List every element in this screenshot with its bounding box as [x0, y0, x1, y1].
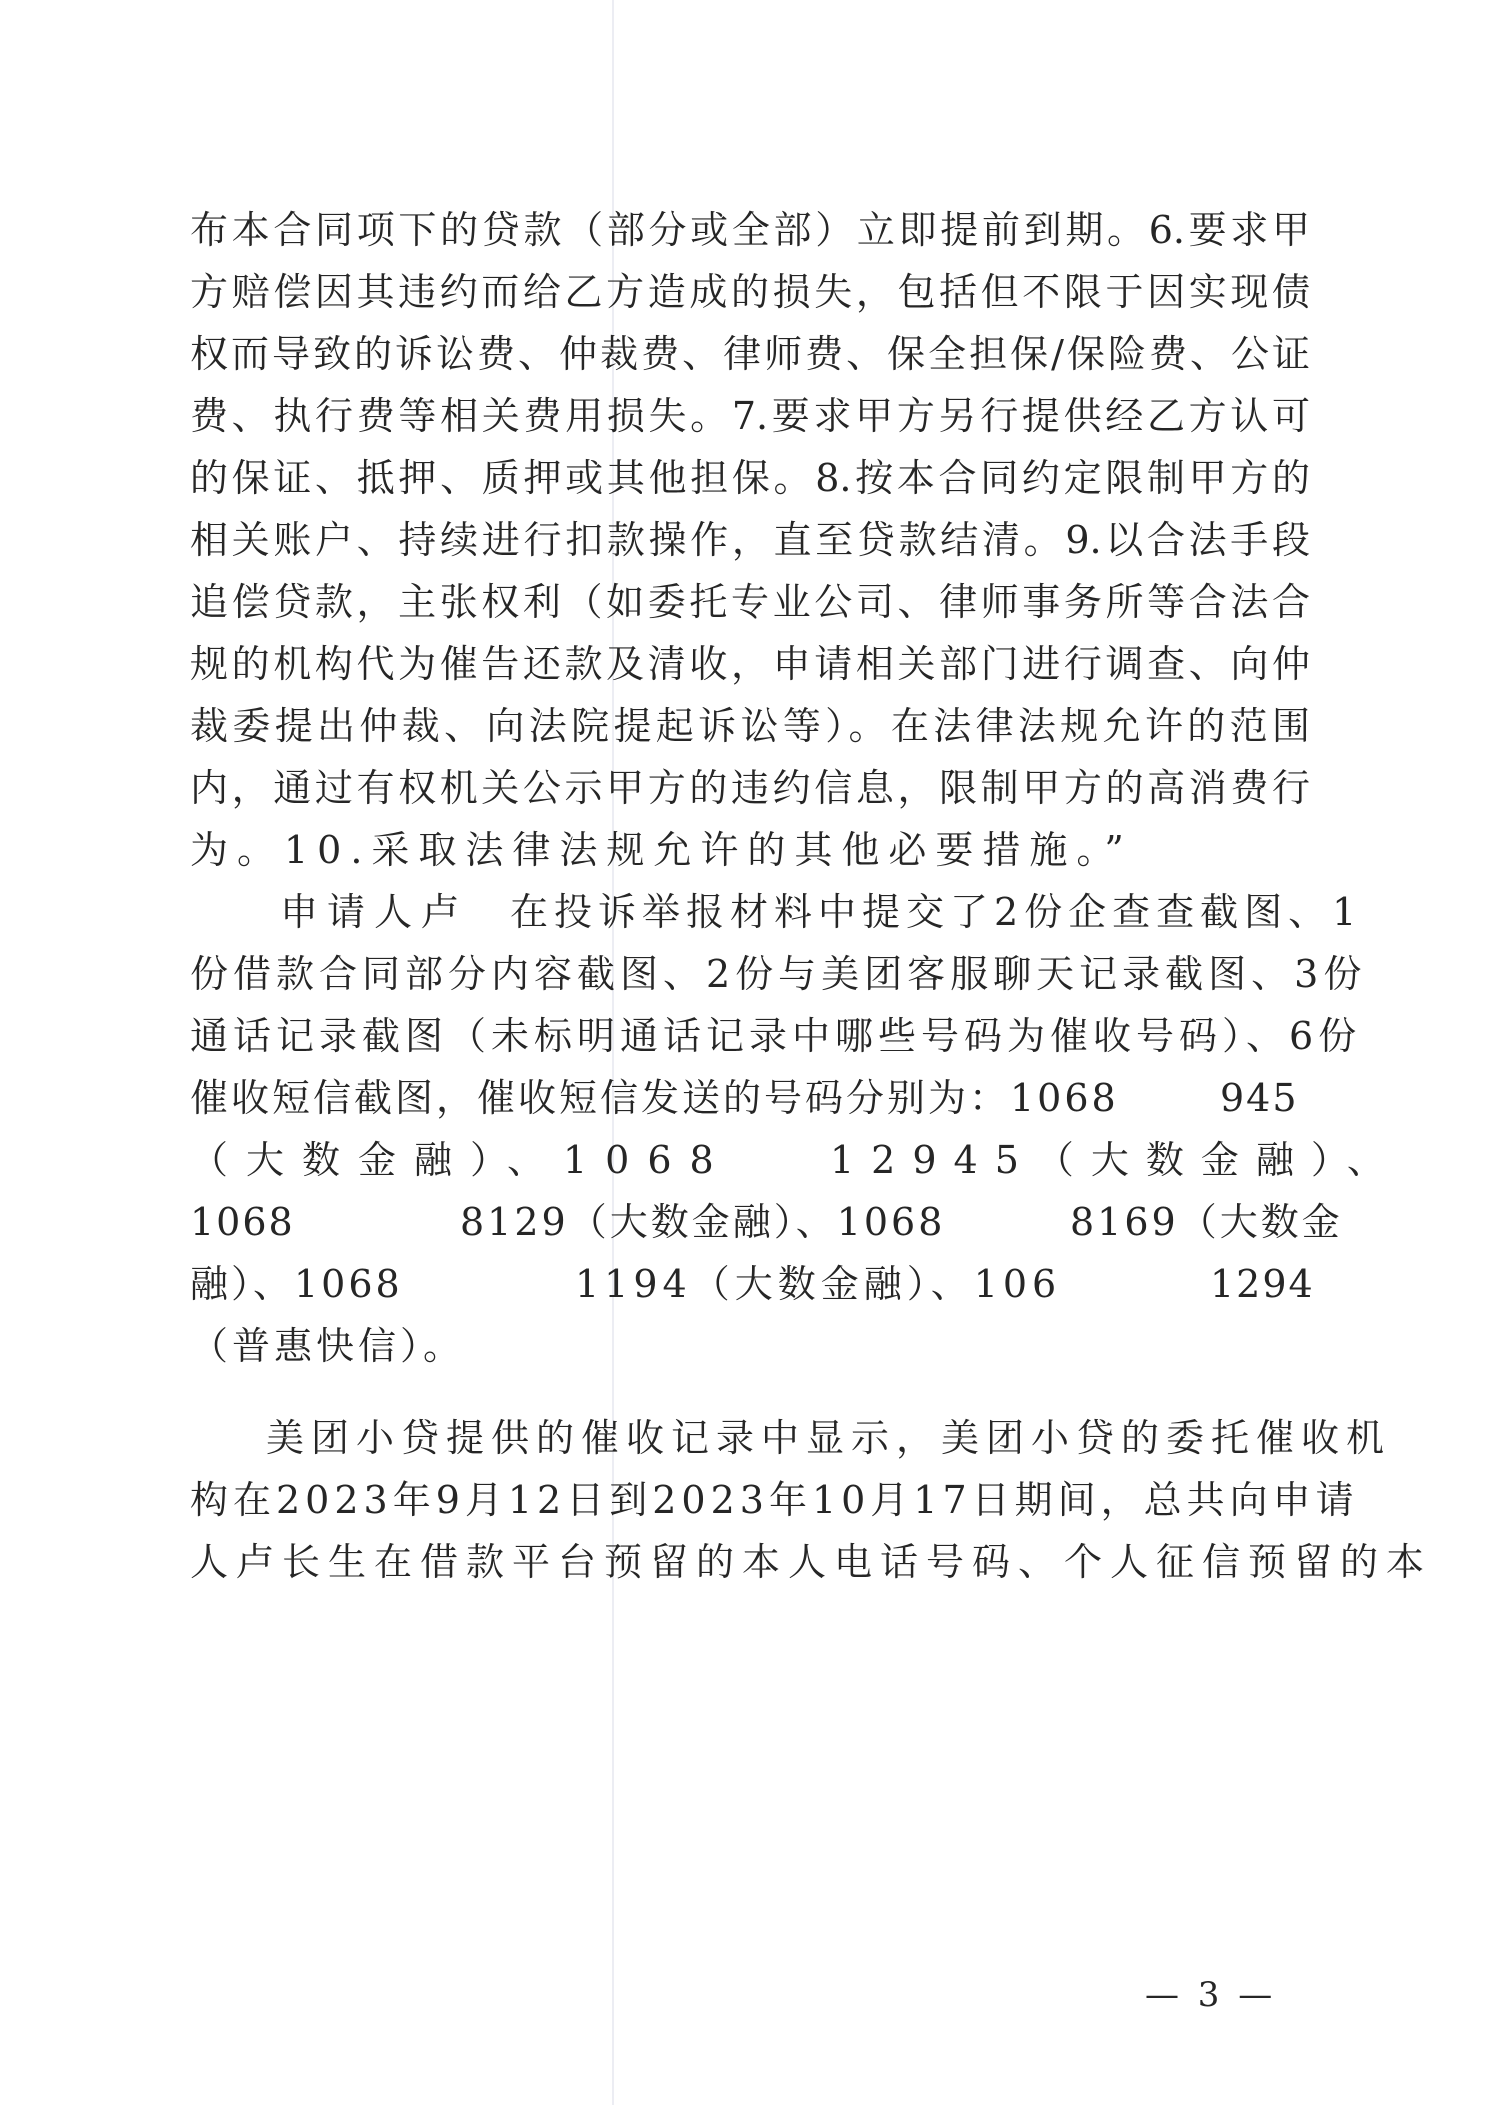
- text-line: [190, 1130, 1402, 1190]
- text-segment: 12945（大数金融）、: [830, 1138, 1402, 1182]
- text-line: 人卢长生在借款平台预留的本人电话号码、个人征信预留的本: [190, 1540, 1433, 1584]
- text-segment: 1068: [190, 1200, 295, 1244]
- text-line: 相关账户、持续进行扣款操作，直至贷款结清。9.以合法手段: [190, 518, 1310, 562]
- text-line: 构在2023年9月12日到2023年10月17日期间，总共向申请: [190, 1478, 1359, 1522]
- text-line: 费、执行费等相关费用损失。7.要求甲方另行提供经乙方认可: [190, 394, 1310, 438]
- text-segment: 8169（大数金: [1070, 1200, 1343, 1244]
- text-segment: 8129（大数金融）、1068: [460, 1200, 946, 1244]
- text-segment: （大数金融）、1068: [190, 1138, 732, 1182]
- text-segment: 申请人卢: [280, 890, 469, 934]
- text-line: 布本合同项下的贷款（部分或全部）立即提前到期。6.要求甲: [190, 208, 1310, 252]
- text-line: 内，通过有权机关公示甲方的违约信息，限制甲方的高消费行: [190, 766, 1310, 810]
- text-line: 权而导致的诉讼费、仲裁费、律师费、保全担保/保险费、公证: [190, 332, 1310, 376]
- text-segment: 催收短信截图，催收短信发送的号码分别为：1068: [190, 1076, 1119, 1120]
- text-segment: 融）、1068: [190, 1262, 403, 1306]
- text-line: 为。10.采取法律法规允许的其他必要措施。”: [190, 828, 1133, 872]
- text-line: [190, 882, 1363, 942]
- text-line: 的保证、抵押、质押或其他担保。8.按本合同约定限制甲方的: [190, 456, 1310, 500]
- text-line: 通话记录截图（未标明通话记录中哪些号码为催收号码）、6份: [190, 1014, 1362, 1058]
- text-segment: 在投诉举报材料中提交了2份企查查截图、1: [510, 890, 1363, 934]
- text-line: 美团小贷提供的催收记录中显示，美团小贷的委托催收机: [266, 1416, 1392, 1460]
- text-line: 裁委提出仲裁、向法院提起诉讼等）。在法律法规允许的范围: [190, 704, 1310, 748]
- text-segment: 1194（大数金融）、106: [575, 1262, 1062, 1306]
- text-line: 规的机构代为催告还款及清收，申请相关部门进行调查、向仲: [190, 642, 1310, 686]
- text-line: （普惠快信）。: [190, 1324, 466, 1368]
- text-line: 方赔偿因其违约而给乙方造成的损失，包括但不限于因实现债: [190, 270, 1310, 314]
- text-line: [190, 1192, 1343, 1252]
- text-segment: 945: [1220, 1076, 1299, 1120]
- text-line: 份借款合同部分内容截图、2份与美团客服聊天记录截图、3份: [190, 952, 1367, 996]
- page-number: — 3 —: [1145, 1975, 1277, 2015]
- text-segment: 1294: [1210, 1262, 1315, 1306]
- text-line: [190, 1068, 1310, 1128]
- text-line: 追偿贷款，主张权利（如委托专业公司、律师事务所等合法合: [190, 580, 1310, 624]
- text-line: [190, 1254, 1315, 1314]
